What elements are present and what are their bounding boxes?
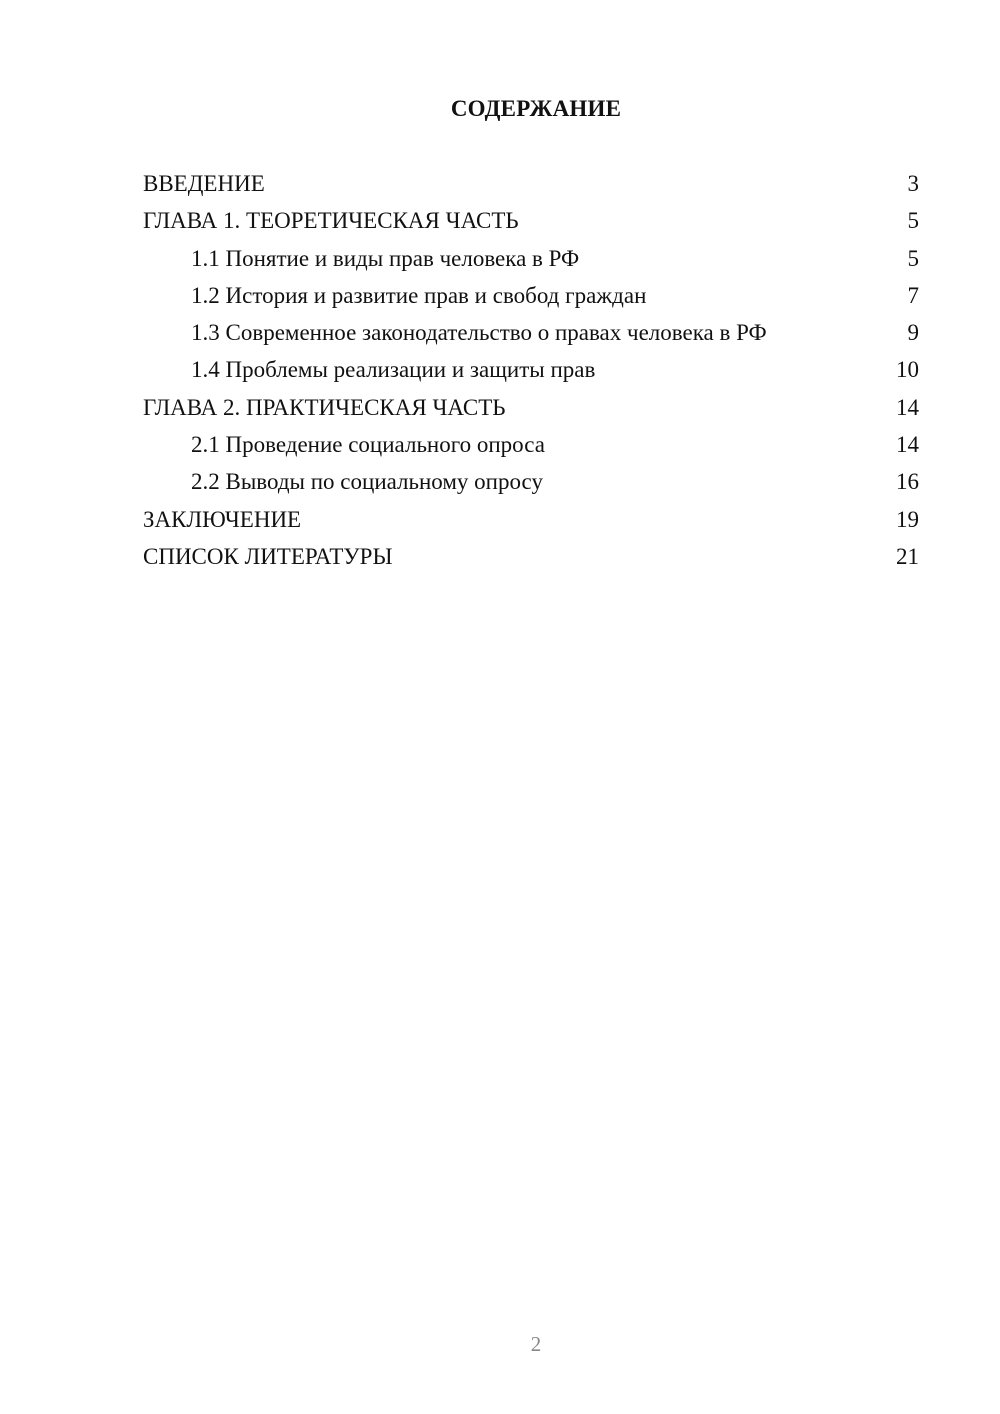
toc-entry-label: ГЛАВА 1. ТЕОРЕТИЧЕСКАЯ ЧАСТЬ <box>143 208 519 234</box>
toc-entry-page: 19 <box>896 506 919 532</box>
toc-entry-section-2-1[interactable] <box>143 426 919 463</box>
toc-entry-label: ВВЕДЕНИЕ <box>143 171 265 196</box>
toc-entry-section-1-3[interactable] <box>143 314 919 351</box>
toc-entry-label: 2.1 Проведение социального опроса <box>191 432 545 458</box>
toc-entry-page: 3 <box>907 171 919 196</box>
toc-entry-page: 9 <box>907 320 919 346</box>
page-number: 2 <box>530 1332 542 1356</box>
toc-entry-references[interactable] <box>143 538 919 575</box>
toc-entry-label: ГЛАВА 2. ПРАКТИЧЕСКАЯ ЧАСТЬ <box>143 394 506 420</box>
toc-entry-introduction[interactable] <box>143 165 919 202</box>
toc-entry-page: 16 <box>896 469 919 495</box>
toc-entry-page: 5 <box>907 245 919 271</box>
toc-entry-section-1-1[interactable] <box>143 240 919 277</box>
toc-entry-page: 10 <box>896 357 919 383</box>
toc-entry-label: 1.3 Современное законодательство о правах человека в РФ <box>191 320 767 346</box>
toc-entry-section-1-4[interactable] <box>143 351 919 388</box>
toc-entry-page: 14 <box>896 432 919 458</box>
toc-entry-label: 1.1 Понятие и виды прав человека в РФ <box>191 245 580 271</box>
toc-entry-conclusion[interactable] <box>143 501 919 538</box>
toc-entry-section-1-2[interactable] <box>143 277 919 314</box>
toc-entry-label: ЗАКЛЮЧЕНИЕ <box>143 506 302 532</box>
toc-entry-page: 14 <box>896 394 919 420</box>
toc-entry-chapter-2[interactable] <box>143 389 919 426</box>
toc-entry-page: 7 <box>907 282 919 308</box>
toc-entry-label: 1.4 Проблемы реализации и защиты прав <box>191 357 596 383</box>
toc-entry-page: 21 <box>896 543 919 569</box>
toc-entry-section-2-2[interactable] <box>143 463 919 500</box>
toc-entry-chapter-1[interactable] <box>143 202 919 239</box>
toc-entry-page: 5 <box>907 208 919 234</box>
page-title: СОДЕРЖАНИЕ <box>450 96 622 121</box>
toc-entry-label: 2.2 Выводы по социальному опросу <box>191 469 543 495</box>
toc-entry-label: 1.2 История и развитие прав и свобод граждан <box>191 282 647 308</box>
toc-entry-label: СПИСОК ЛИТЕРАТУРЫ <box>143 543 393 569</box>
table-of-contents <box>143 165 919 575</box>
